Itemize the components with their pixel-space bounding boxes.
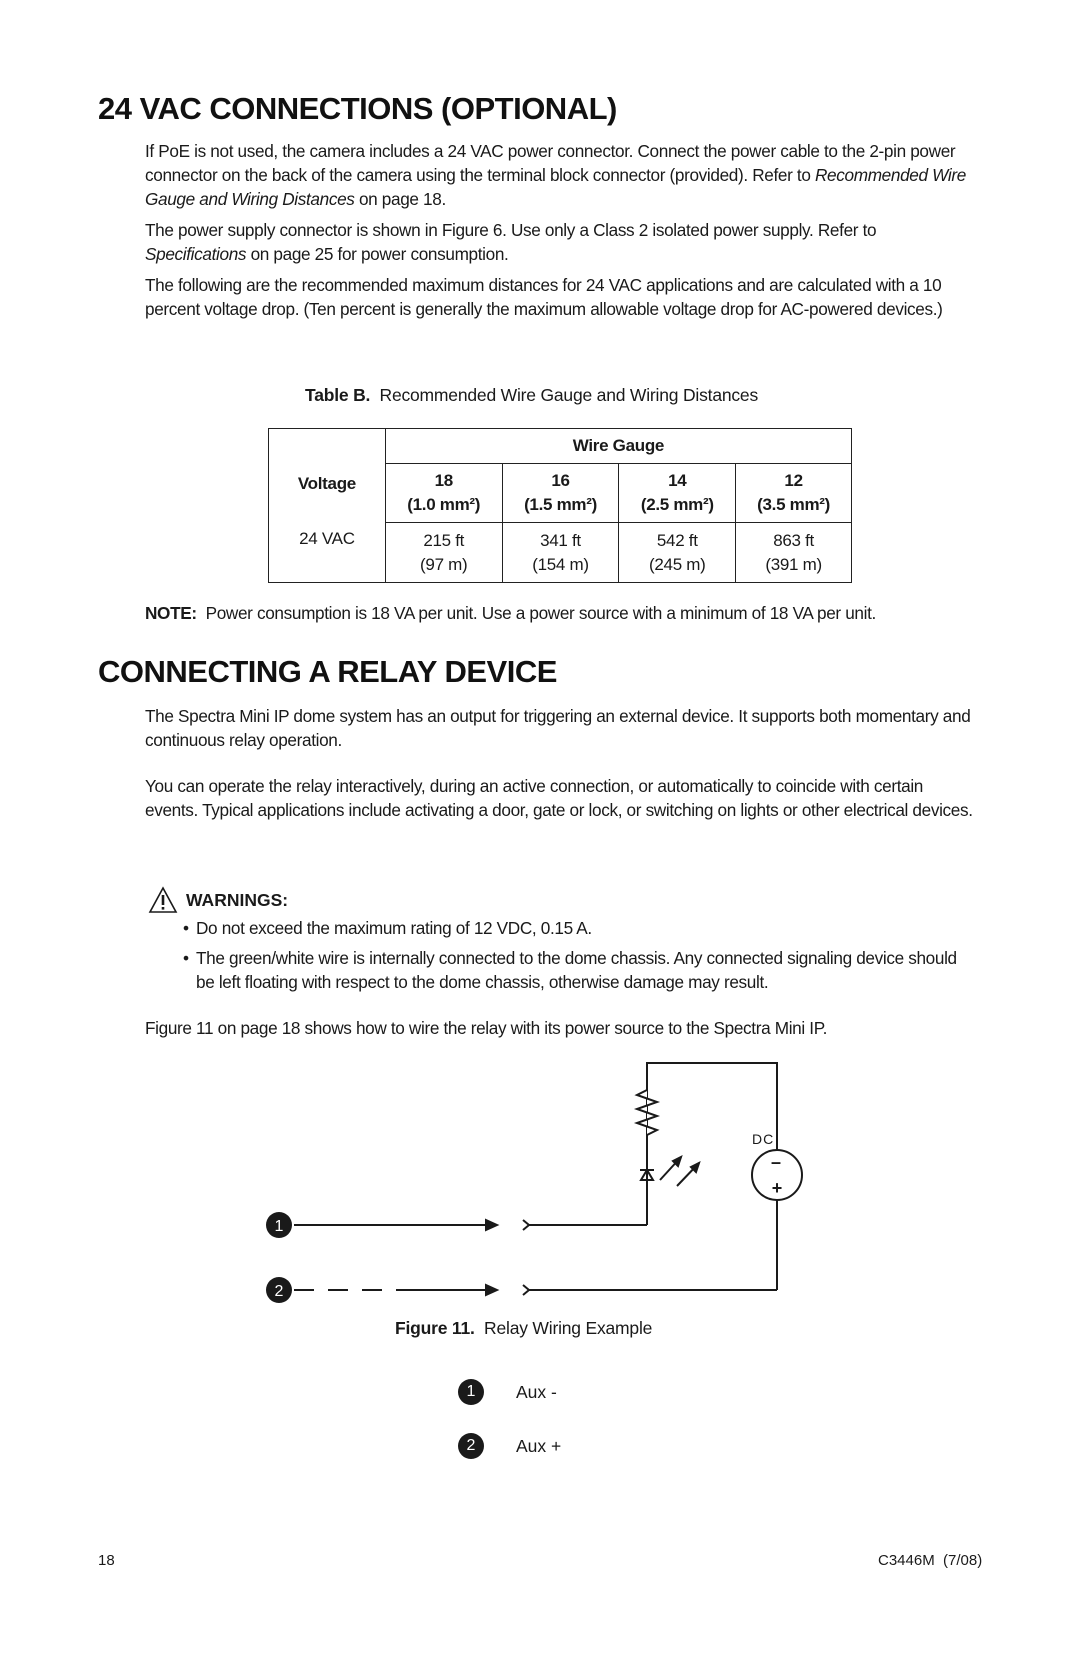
link-ref-specifications: Specifications (145, 244, 247, 264)
gauge-awg: 12 (784, 471, 803, 490)
warning-bullet (183, 916, 976, 940)
legend-label: Aux - (516, 1381, 557, 1402)
arrow-head-icon (486, 1285, 497, 1295)
figure-caption-label: Figure 11. (395, 1318, 475, 1338)
distance-cell (385, 523, 502, 583)
distance-cell (736, 523, 852, 583)
dc-plus-label: + (771, 1178, 783, 1198)
warning-text: The green/white wire is internally connected to the dome chassis. Any connected signaling device should be left floating with respect to the dome chassis, otherwise damage may result. (196, 948, 957, 992)
dc-label: DC (752, 1131, 775, 1147)
distance-m: (391 m) (765, 554, 822, 574)
power-note (145, 603, 876, 624)
distance-ft: 341 ft (540, 530, 581, 550)
distance-cell (619, 523, 736, 583)
legend-number-badge: 2 (458, 1433, 484, 1459)
table-row (269, 523, 852, 583)
connector-chevron-icon (523, 1220, 529, 1230)
figure-caption-text: Relay Wiring Example (484, 1318, 653, 1338)
legend-label: Aux + (516, 1435, 562, 1456)
warning-triangle-icon (148, 886, 178, 914)
resistor-icon (637, 1090, 657, 1135)
gauge-mm: (1.5 mm²) (524, 495, 597, 514)
dc-minus-label: – (770, 1152, 782, 1172)
paragraph-poe (145, 139, 975, 211)
paragraph-power-text-end: on page 25 for power consumption. (246, 244, 509, 264)
warnings-heading (148, 886, 288, 914)
gauge-cell (736, 464, 852, 523)
distance-ft: 863 ft (773, 530, 814, 550)
distance-cell (502, 523, 619, 583)
bullet-dot: • (183, 918, 189, 938)
paragraph-power-supply (145, 218, 975, 266)
page-number: 18 (98, 1552, 115, 1569)
figure-caption (395, 1318, 652, 1339)
paragraph-relay-usage: You can operate the relay interactively, during an active connection, or automatically to coincide with certain events. Typical applications include activating a door, gate or lock, or switching on lights or other electrical devices. (145, 776, 973, 820)
marker-2-label: 2 (274, 1283, 284, 1300)
table-caption-label: Table B. (305, 385, 371, 405)
distance-ft: 542 ft (656, 530, 698, 550)
bullet-dot: • (183, 948, 189, 968)
gauge-mm: (3.5 mm²) (757, 495, 831, 514)
warning-bullet (183, 946, 976, 994)
gauge-mm: (2.5 mm²) (640, 495, 714, 514)
gauge-cell (619, 464, 736, 523)
paragraph-relay-intro: The Spectra Mini IP dome system has an output for triggering an external device. It supports both momentary and continuous relay operation. (145, 706, 971, 750)
gauge-awg: 16 (551, 471, 570, 490)
document-code: C3446M (7/08) (878, 1552, 983, 1569)
distance-m: (245 m) (649, 554, 706, 574)
arrow-head-icon (486, 1220, 497, 1230)
distance-m: (97 m) (420, 554, 468, 574)
paragraph-poe-text: If PoE is not used, the camera includes a 24 VAC power connector. Connect the power cable to the 2-pin power connector on the back of the camera using the terminal block connector (provided). Refer to (145, 141, 956, 185)
table-caption-text: Recommended Wire Gauge and Wiring Distances (379, 385, 759, 405)
legend-number-badge: 1 (458, 1379, 484, 1405)
relay-wiring-diagram (0, 1050, 1080, 1310)
gauge-awg: 14 (668, 471, 687, 490)
distance-ft: 215 ft (423, 530, 465, 550)
section-heading-24vac: 24 VAC CONNECTIONS (OPTIONAL) (98, 91, 617, 126)
paragraph-poe-text-end: on page 18. (354, 189, 446, 209)
voltage-cell: 24 VAC (269, 523, 386, 583)
legend-item (458, 1433, 561, 1459)
paragraph-figure-ref: Figure 11 on page 18 shows how to wire the relay with its power source to the Spectra Mini IP. (145, 1018, 828, 1038)
link-ref-wire-gauge: Recommended Wire Gauge and Wiring Distances (145, 165, 966, 209)
wire-gauge-table (268, 428, 852, 583)
gauge-mm: (1.0 mm²) (407, 495, 481, 514)
legend-item (458, 1379, 557, 1405)
note-label: NOTE: (145, 603, 197, 623)
gauge-awg: 18 (434, 471, 453, 490)
connector-chevron-icon (523, 1285, 529, 1295)
note-text: Power consumption is 18 VA per unit. Use a power source with a minimum of 18 VA per unit. (205, 603, 876, 623)
wire-gauge-header: Wire Gauge (385, 429, 851, 464)
warning-text: Do not exceed the maximum rating of 12 VDC, 0.15 A. (196, 918, 592, 938)
gauge-cell (502, 464, 619, 523)
distance-m: (154 m) (532, 554, 589, 574)
gauge-cell (385, 464, 502, 523)
voltage-header: Voltage (269, 429, 386, 523)
section-heading-relay: CONNECTING A RELAY DEVICE (98, 654, 557, 689)
marker-1-label: 1 (274, 1218, 284, 1235)
warnings-label: WARNINGS: (186, 889, 289, 910)
paragraph-power-text: The power supply connector is shown in Figure 6. Use only a Class 2 isolated power supply. Refer to (145, 220, 877, 240)
paragraph-distances: The following are the recommended maximum distances for 24 VAC applications and are calculated with a 10 percent voltage drop. (Ten percent is generally the maximum allowable voltage drop for AC-powered devices.) (145, 275, 943, 319)
table-caption (305, 385, 758, 406)
